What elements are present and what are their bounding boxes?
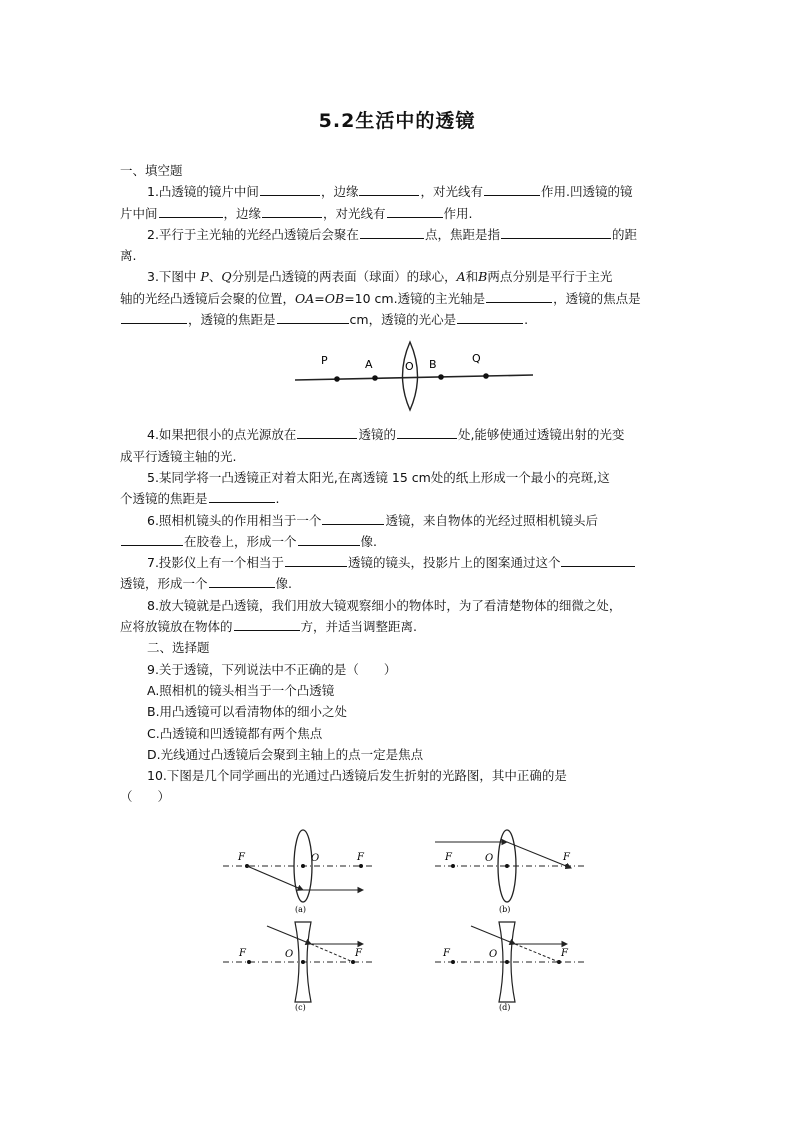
question-3-line-2: 轴的光经凸透镜后会聚的位置，OA=OB=10 cm.透镜的主光轴是 ，透镜的焦点是 bbox=[120, 288, 676, 309]
point-b bbox=[438, 375, 444, 381]
section-heading-choice: 二、选择题 bbox=[147, 640, 210, 656]
answer-blank[interactable] bbox=[360, 224, 424, 239]
ray-d-in bbox=[471, 926, 515, 944]
question-9-option-a[interactable]: A.照相机的镜头相当于一个凸透镜 bbox=[147, 682, 335, 698]
question-5-line-1: 5.某同学将一凸透镜正对着太阳光,在离透镜 15 cm处的纸上形成一个最小的亮斑,这 bbox=[147, 469, 610, 485]
question-2-line-1: 2.平行于主光轴的光经凸透镜后会聚在 点，焦距是指 的距 bbox=[120, 224, 676, 245]
worksheet-content bbox=[120, 160, 676, 1014]
point-p bbox=[334, 377, 340, 383]
answer-blank[interactable] bbox=[285, 552, 347, 567]
label-o: O bbox=[285, 948, 294, 960]
center-c bbox=[301, 960, 305, 964]
ray-diagrams bbox=[223, 814, 603, 1014]
label-f: F bbox=[239, 947, 246, 959]
diagram-c bbox=[223, 922, 373, 1012]
principal-axis bbox=[295, 375, 533, 380]
caption-a: (a) bbox=[295, 904, 307, 914]
answer-blank[interactable] bbox=[359, 181, 419, 196]
answer-blank[interactable] bbox=[484, 181, 540, 196]
point-a bbox=[372, 376, 378, 382]
caption-b: (b) bbox=[499, 904, 511, 914]
answer-blank[interactable] bbox=[209, 488, 275, 503]
question-3-line-3: ，透镜的焦距是 cm，透镜的光心是 . bbox=[120, 309, 676, 330]
answer-blank[interactable] bbox=[209, 573, 275, 588]
answer-blank[interactable] bbox=[561, 552, 635, 567]
answer-blank[interactable] bbox=[397, 424, 457, 439]
answer-blank[interactable] bbox=[234, 616, 300, 631]
focus-left-d bbox=[451, 960, 455, 964]
answer-blank[interactable] bbox=[297, 424, 357, 439]
label-f: F bbox=[355, 947, 362, 959]
ray-c-extension bbox=[311, 944, 353, 962]
question-10-answer-paren: （ ） bbox=[120, 789, 171, 805]
question-9-option-c[interactable]: C.凸透镜和凹透镜都有两个焦点 bbox=[147, 725, 323, 741]
question-7-line-1: 7.投影仪上有一个相当于 透镜的镜头，投影片上的图案通过这个 bbox=[120, 552, 676, 573]
label-f: F bbox=[357, 851, 364, 863]
label-o: O bbox=[405, 360, 414, 374]
center-d bbox=[505, 960, 509, 964]
convex-lens-diagram bbox=[295, 340, 535, 412]
answer-blank[interactable] bbox=[501, 224, 611, 239]
label-o: O bbox=[489, 948, 498, 960]
question-1-line-1: 1.凸透镜的镜片中间 ，边缘 ，对光线有 作用.凹透镜的镜 bbox=[120, 181, 676, 202]
answer-blank[interactable] bbox=[277, 309, 349, 324]
answer-blank[interactable] bbox=[387, 203, 443, 218]
label-f: F bbox=[563, 851, 570, 863]
label-f: F bbox=[238, 851, 245, 863]
question-8-line-1: 8.放大镜就是凸透镜，我们用放大镜观察细小的物体时，为了看清楚物体的细微之处， bbox=[147, 597, 622, 613]
ray-c-in bbox=[267, 926, 311, 944]
caption-d: (d) bbox=[499, 1002, 511, 1012]
question-1-line-2: 片中间 ，边缘 ，对光线有 作用. bbox=[120, 203, 676, 224]
answer-blank[interactable] bbox=[121, 309, 187, 324]
question-4-line-1: 4.如果把很小的点光源放在 透镜的 处,能够使通过透镜出射的光变 bbox=[120, 424, 676, 445]
focus-left-b bbox=[451, 864, 455, 868]
ray-d-extension bbox=[515, 944, 559, 962]
page-title: 5.2生活中的透镜 bbox=[318, 110, 476, 132]
caption-c: (c) bbox=[295, 1002, 306, 1012]
question-6-line-1: 6.照相机镜头的作用相当于一个 透镜，来自物体的光经过照相机镜头后 bbox=[120, 510, 676, 531]
label-o: O bbox=[311, 852, 320, 864]
answer-blank[interactable] bbox=[298, 531, 360, 546]
label-a: A bbox=[365, 358, 373, 372]
diagram-a bbox=[223, 830, 373, 914]
label-f: F bbox=[443, 947, 450, 959]
answer-blank[interactable] bbox=[121, 531, 183, 546]
diagram-d bbox=[435, 922, 585, 1012]
question-4-line-2: 成平行透镜主轴的光. bbox=[120, 448, 237, 464]
answer-blank[interactable] bbox=[262, 203, 322, 218]
question-9-stem: 9.关于透镜，下列说法中不正确的是（ ） bbox=[147, 661, 397, 677]
answer-blank[interactable] bbox=[159, 203, 223, 218]
question-10-stem: 10.下图是几个同学画出的光通过凸透镜后发生折射的光路图，其中正确的是 bbox=[147, 768, 567, 784]
label-f: F bbox=[561, 947, 568, 959]
center-a bbox=[301, 864, 305, 868]
label-p: P bbox=[321, 354, 328, 368]
question-7-line-2: 透镜，形成一个 像. bbox=[120, 573, 676, 594]
answer-blank[interactable] bbox=[322, 510, 384, 525]
lens-outline bbox=[403, 342, 418, 410]
question-2-line-2: 离. bbox=[120, 248, 137, 264]
question-3-line-1: 3.下图中 P、Q分别是凸透镜的两表面（球面）的球心，A和B两点分别是平行于主光 bbox=[147, 269, 613, 285]
label-f: F bbox=[445, 851, 452, 863]
answer-blank[interactable] bbox=[457, 309, 523, 324]
point-q bbox=[483, 374, 489, 380]
answer-blank[interactable] bbox=[260, 181, 320, 196]
focus-right-a bbox=[359, 864, 363, 868]
question-5-line-2: 个透镜的焦距是 . bbox=[120, 488, 676, 509]
label-o: O bbox=[485, 852, 494, 864]
label-q: Q bbox=[472, 352, 481, 366]
question-8-line-2: 应将放镜放在物体的 方，并适当调整距离. bbox=[120, 616, 676, 637]
answer-blank[interactable] bbox=[486, 288, 552, 303]
center-b bbox=[505, 864, 509, 868]
question-6-line-2: 在胶卷上，形成一个 像. bbox=[120, 531, 676, 552]
question-9-option-d[interactable]: D.光线通过凸透镜后会聚到主轴上的点一定是焦点 bbox=[147, 746, 424, 762]
question-9-option-b[interactable]: B.用凸透镜可以看清物体的细小之处 bbox=[147, 704, 348, 720]
focus-left-c bbox=[247, 960, 251, 964]
label-b: B bbox=[429, 358, 437, 372]
section-heading-fill: 一、填空题 bbox=[120, 163, 183, 178]
diagram-b bbox=[435, 830, 585, 914]
